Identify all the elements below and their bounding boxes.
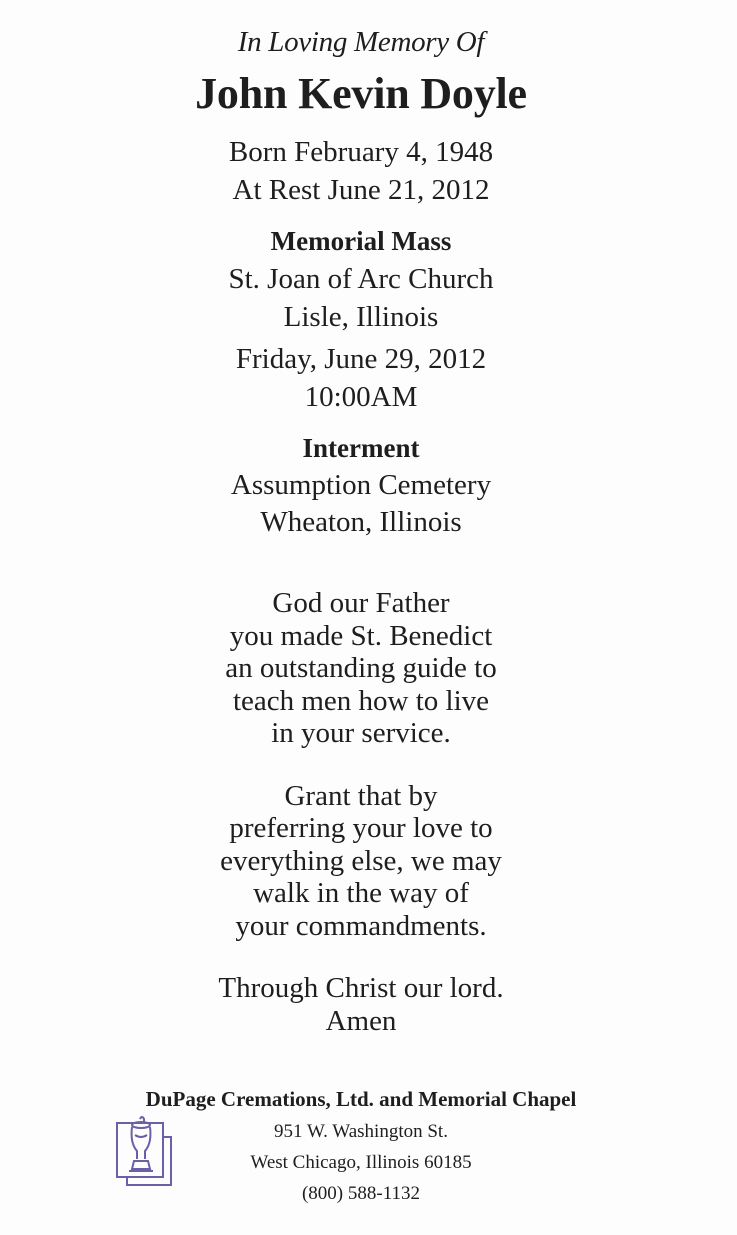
prayer-line: your commandments. (235, 909, 487, 942)
funeral-home-block (0, 1087, 722, 1209)
prayer-line: preferring your love to (229, 812, 493, 844)
funeral-home-name: DuPage Cremations, Ltd. and Memorial Chapel (145, 1087, 577, 1111)
funeral-home-street: 951 W. Washington St. (274, 1121, 448, 1142)
mass-church: St. Joan of Arc Church (228, 263, 494, 295)
prayer-line: God our Father (272, 587, 450, 619)
prayer-paragraph (0, 587, 722, 750)
prayer-line: an outstanding guide to (225, 652, 497, 684)
born-date: Born February 4, 1948 (228, 136, 494, 168)
mass-time: 10:00AM (304, 381, 418, 413)
mass-city: Lisle, Illinois (283, 301, 439, 333)
deceased-name: John Kevin Doyle (195, 69, 527, 118)
prayer-line: teach men how to live (232, 684, 490, 717)
prayer-line: in your service. (271, 717, 451, 749)
prayer (0, 587, 722, 1067)
intro-line: In Loving Memory Of (237, 26, 485, 58)
prayer-line: Through Christ our lord. (218, 972, 504, 1004)
memorial-mass-section (0, 222, 722, 416)
prayer-line: everything else, we may (220, 844, 502, 877)
memorial-mass-title: Memorial Mass (270, 226, 452, 256)
urn-logo-icon (115, 1113, 175, 1189)
prayer-paragraph (0, 972, 722, 1037)
mass-date: Friday, June 29, 2012 (235, 343, 487, 375)
prayer-line: walk in the way of (253, 877, 469, 909)
funeral-home-address (0, 1116, 722, 1209)
interment-title: Interment (302, 433, 420, 463)
life-dates (0, 133, 722, 209)
prayer-line: Grant that by (284, 779, 438, 812)
funeral-home-city: West Chicago, Illinois 60185 (250, 1152, 472, 1173)
interment-city: Wheaton, Illinois (260, 506, 462, 538)
interment-section (0, 430, 722, 541)
funeral-home-phone: (800) 588-1132 (301, 1183, 421, 1204)
prayer-paragraph (0, 780, 722, 943)
prayer-line: you made St. Benedict (229, 619, 493, 652)
prayer-line: Amen (325, 1004, 397, 1037)
rest-date: At Rest June 21, 2012 (232, 174, 490, 206)
interment-cemetery: Assumption Cemetery (230, 469, 492, 501)
